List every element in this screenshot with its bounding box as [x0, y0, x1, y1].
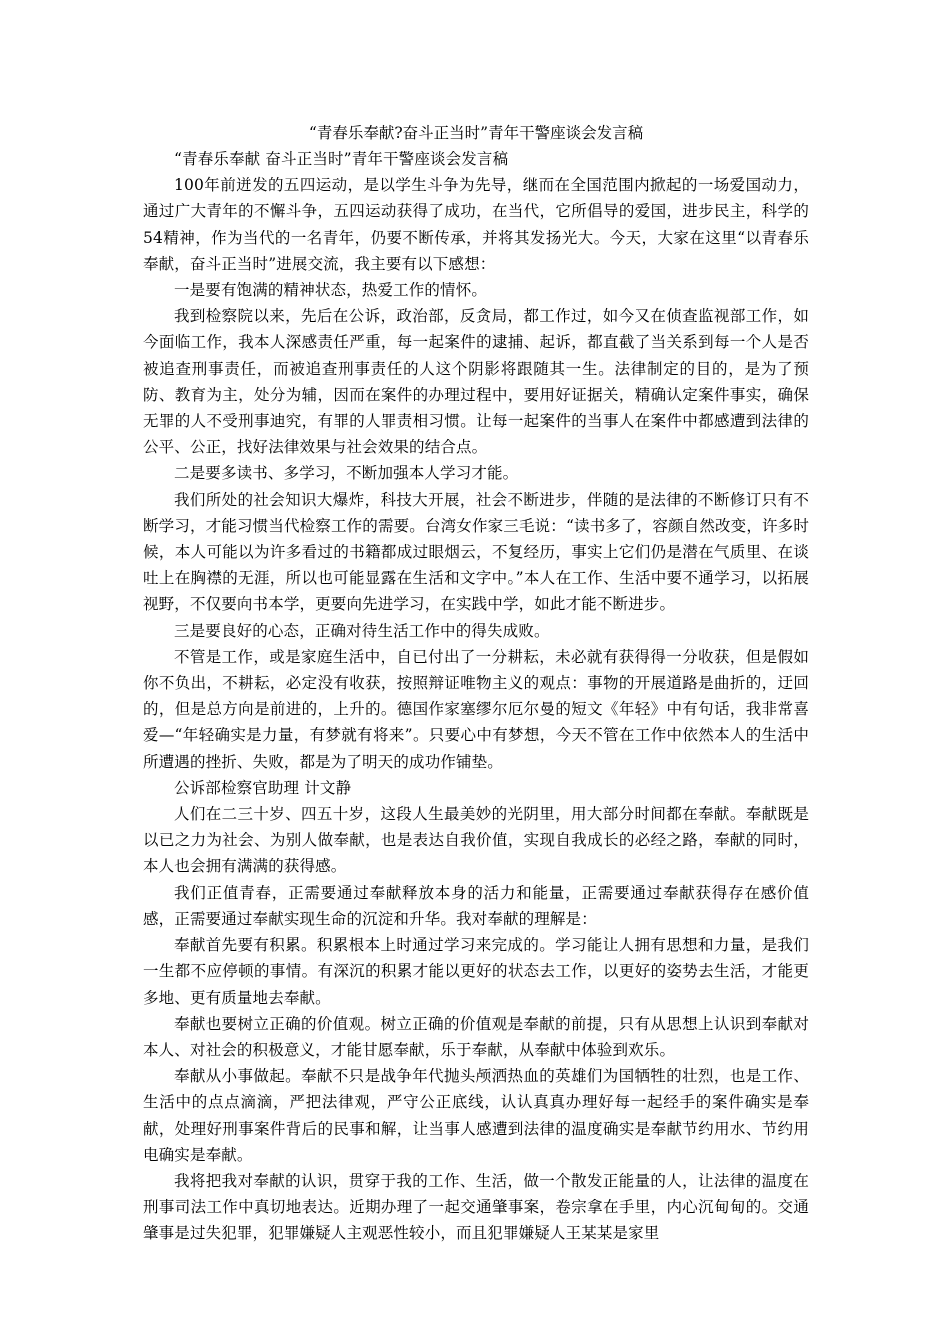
paragraph-heading: 二是要多读书、多学习，不断加强本人学习才能。: [174, 464, 519, 483]
paragraph: 奉献首先要有积累。积累根本上时通过学习来完成的。学习能让人拥有思想和力量，是我们一生都不应停顿的事情。有深沉的积累才能以更好的状态去工作，以更好的姿势去生活，才能更多地、更有质量地去奉献。: [143, 936, 809, 1007]
paragraph: 奉献也要树立正确的价值观。树立正确的价值观是奉献的前提，只有从思想上认识到奉献对本人、对社会的积极意义，才能甘愿奉献，乐于奉献，从奉献中体验到欢乐。: [143, 1014, 809, 1059]
paragraph-speaker: 公诉部检察官助理 计文静: [174, 778, 352, 797]
paragraph: 不管是工作，或是家庭生活中，自已付出了一分耕耘，未必就有获得得一分收获，但是假如你不负出，不耕耘，必定没有收获，按照辩证唯物主义的观点：事物的开展道路是曲折的，迂回的，但是总方向是前进的，上升的。德国作家塞缪尔厄尔曼的短文《年轻》中有句话，我非常喜爱—“年轻确实是力量，有梦就有将来”。只要心中有梦想，今天不管在工作中依然本人的生活中所遭遇的挫折、失败，都是为了明天的成功作铺垫。: [143, 647, 809, 771]
paragraph: 我到检察院以来，先后在公诉，政治部，反贪局，都工作过，如今又在侦查监视部工作，如今面临工作，我本人深感责任严重，每一起案件的逮捕、起诉，都直截了当关系到每一个人是否被追查刑事责任，而被追查刑事责任的人这个阴影将跟随其一生。法律制定的目的，是为了预防、教育为主，处分为辅，因而在案件的办理过程中，要用好证据关，精确认定案件事实，确保无罪的人不受刑事迪究，有罪的人罪责相习惯。让每一起案件的当事人在案件中都感遭到法律的公平、公正，找好法律效果与社会效果的结合点。: [143, 307, 809, 457]
paragraph: 我们所处的社会知识大爆炸，科技大开展，社会不断进步，伴随的是法律的不断修订只有不断学习，才能习惯当代检察工作的需要。台湾女作家三毛说：“读书多了，容颜自然改变，许多时候，本人可能以为许多看过的书籍都成过眼烟云，不复经历，事实上它们仍是潜在气质里、在谈吐上在胸襟的无涯，所以也可能显露在生活和文字中。”本人在工作、生活中要不通学习，以拓展视野，不仅要向书本学，更要向先进学习，在实践中学，如此才能不断进步。: [143, 490, 809, 614]
document-title: “青春乐奉献?奋斗正当时”青年干警座谈会发言稿: [308, 124, 644, 142]
paragraph-subtitle: “青春乐奉献 奋斗正当时”青年干警座谈会发言稿: [174, 150, 509, 168]
paragraph: 奉献从小事做起。奉献不只是战争年代抛头颅洒热血的英雄们为国牺牲的壮烈，也是工作、生活中的点点滴滴，严把法律观，严守公正底线，认认真真办理好每一起经手的案件确实是奉献，处理好刑事案件背后的民事和解，让当事人感遭到法律的温度确实是奉献节约用水、节约用电确实是奉献。: [143, 1067, 809, 1164]
document-body: [143, 146, 809, 1247]
paragraph: 我们正值青春，正需要通过奉献释放本身的活力和能量，正需要通过奉献获得存在感价值感，正需要通过奉献实现生命的沉淀和升华。我对奉献的理解是：: [143, 883, 809, 928]
paragraph-heading: 三是要良好的心态，正确对待生活工作中的得失成败。: [174, 621, 550, 640]
paragraph: 人们在二三十岁、四五十岁，这段人生最美妙的光阴里，用大部分时间都在奉献。奉献既是以已之力为社会、为别人做奉献，也是表达自我价值，实现自我成长的必经之路，奉献的同时，本人也会拥有满满的获得感。: [143, 805, 809, 876]
paragraph: 100年前迸发的五四运动，是以学生斗争为先导，继而在全国范围内掀起的一场爱国动力，通过广大青年的不懈斗争，五四运动获得了成功，在当代，它所倡导的爱国，进步民主，科学的54精神，作为当代的一名青年，仍要不断传承，并将其发扬光大。今天，大家在这里“以青春乐奉献，奋斗正当时”进展交流，我主要有以下感想：: [143, 176, 809, 273]
document-page: [143, 120, 809, 1247]
paragraph: 我将把我对奉献的认识，贯穿于我的工作、生活，做一个散发正能量的人，让法律的温度在刑事司法工作中真切地表达。近期办理了一起交通肇事案，卷宗拿在手里，内心沉甸甸的。交通肇事是过失犯罪，犯罪嫌疑人主观恶性较小，而且犯罪嫌疑人王某某是家里: [143, 1171, 809, 1243]
paragraph-heading: 一是要有饱满的精神状态，热爱工作的情怀。: [174, 281, 488, 300]
